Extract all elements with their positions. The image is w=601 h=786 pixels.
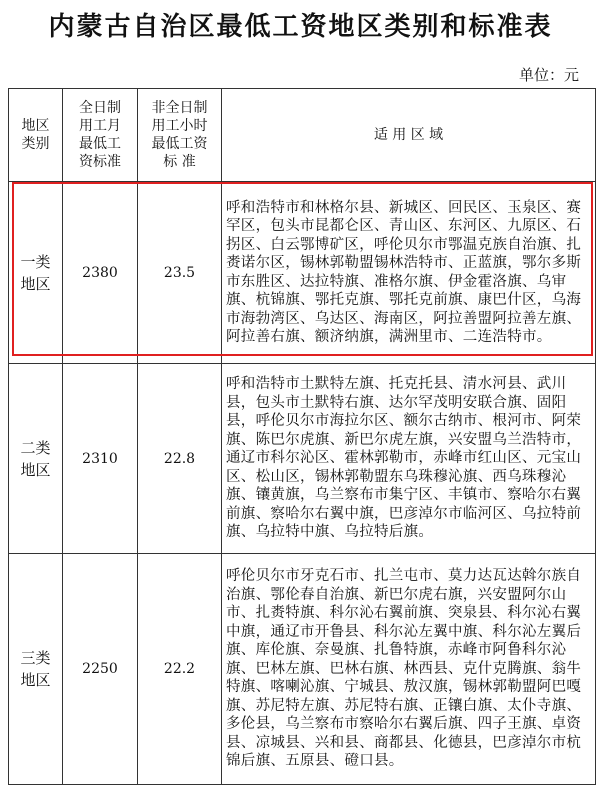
table-row bbox=[9, 364, 596, 554]
header-applicable-area: 适 用 区 域 bbox=[222, 89, 596, 182]
row-applicable-area: 呼和浩特市和林格尔县、新城区、回民区、玉泉区、赛罕区，包头市昆都仑区、青山区、东河区、九原区、石拐区、白云鄂博矿区，呼伦贝尔市鄂温克族自治旗、扎赉诺尔区，锡林郭勒盟锡林浩特市、正蓝旗，鄂尔多斯市东胜区、达拉特旗、准格尔旗、伊金霍洛旗、乌审旗、杭锦旗、鄂托克旗、鄂托克前旗、康巴什区，乌海市海勃湾区、乌达区、海南区，阿拉善盟阿拉善左旗、阿拉善右旗、额济纳旗，满洲里市、二连浩特市。 bbox=[222, 182, 596, 364]
header-monthly-wage: 全日制 用工月 最低工 资标准 bbox=[63, 89, 138, 182]
row-monthly-wage: 2250 bbox=[63, 554, 138, 785]
row-category: 二类 地区 bbox=[9, 364, 63, 554]
row-hourly-wage: 22.2 bbox=[138, 554, 222, 785]
row-hourly-wage: 22.8 bbox=[138, 364, 222, 554]
row-applicable-area: 呼和浩特市土默特左旗、托克托县、清水河县、武川县，包头市土默特右旗、达尔罕茂明安联合旗、固阳县，呼伦贝尔市海拉尔区、额尔古纳市、根河市、阿荣旗、陈巴尔虎旗、新巴尔虎左旗，兴安盟乌兰浩特市，通辽市科尔沁区、霍林郭勒市，赤峰市红山区、元宝山区、松山区，锡林郭勒盟东乌珠穆沁旗、西乌珠穆沁旗、镶黄旗，乌兰察布市集宁区、丰镇市、察哈尔右翼前旗、察哈尔右翼中旗，巴彦淖尔市临河区、乌拉特前旗、乌拉特中旗、乌拉特后旗。 bbox=[222, 364, 596, 554]
page-title: 内蒙古自治区最低工资地区类别和标准表 bbox=[48, 12, 553, 42]
header-hourly-wage: 非全日制 用工小时 最低工资 标 准 bbox=[138, 89, 222, 182]
row-applicable-area: 呼伦贝尔市牙克石市、扎兰屯市、莫力达瓦达斡尔族自治旗、鄂伦春自治旗、新巴尔虎右旗，兴安盟阿尔山市、扎赉特旗、科尔沁右翼前旗、突泉县、科尔沁右翼中旗，通辽市开鲁县、科尔沁左翼中旗、科尔沁左翼后旗、库伦旗、奈曼旗、扎鲁特旗，赤峰市阿鲁科尔沁旗、巴林左旗、巴林右旗、林西县、克什克腾旗、翁牛特旗、喀喇沁旗、宁城县、敖汉旗，锡林郭勒盟阿巴嘎旗、苏尼特左旗、苏尼特右旗、正镶白旗、太仆寺旗、多伦县，乌兰察布市察哈尔右翼后旗、四子王旗、卓资县、凉城县、兴和县、商都县、化德县，巴彦淖尔市杭锦后旗、五原县、磴口县。 bbox=[222, 554, 596, 785]
row-hourly-wage: 23.5 bbox=[138, 182, 222, 364]
table-row bbox=[9, 554, 596, 785]
row-monthly-wage: 2310 bbox=[63, 364, 138, 554]
table-row bbox=[9, 182, 596, 364]
header-category: 地区 类别 bbox=[9, 89, 63, 182]
table-header-row bbox=[9, 89, 596, 182]
unit-label: 单位：元 bbox=[518, 66, 579, 84]
row-category: 一类 地区 bbox=[9, 182, 63, 364]
row-category: 三类 地区 bbox=[9, 554, 63, 785]
wage-standard-table bbox=[8, 88, 596, 785]
row-monthly-wage: 2380 bbox=[63, 182, 138, 364]
